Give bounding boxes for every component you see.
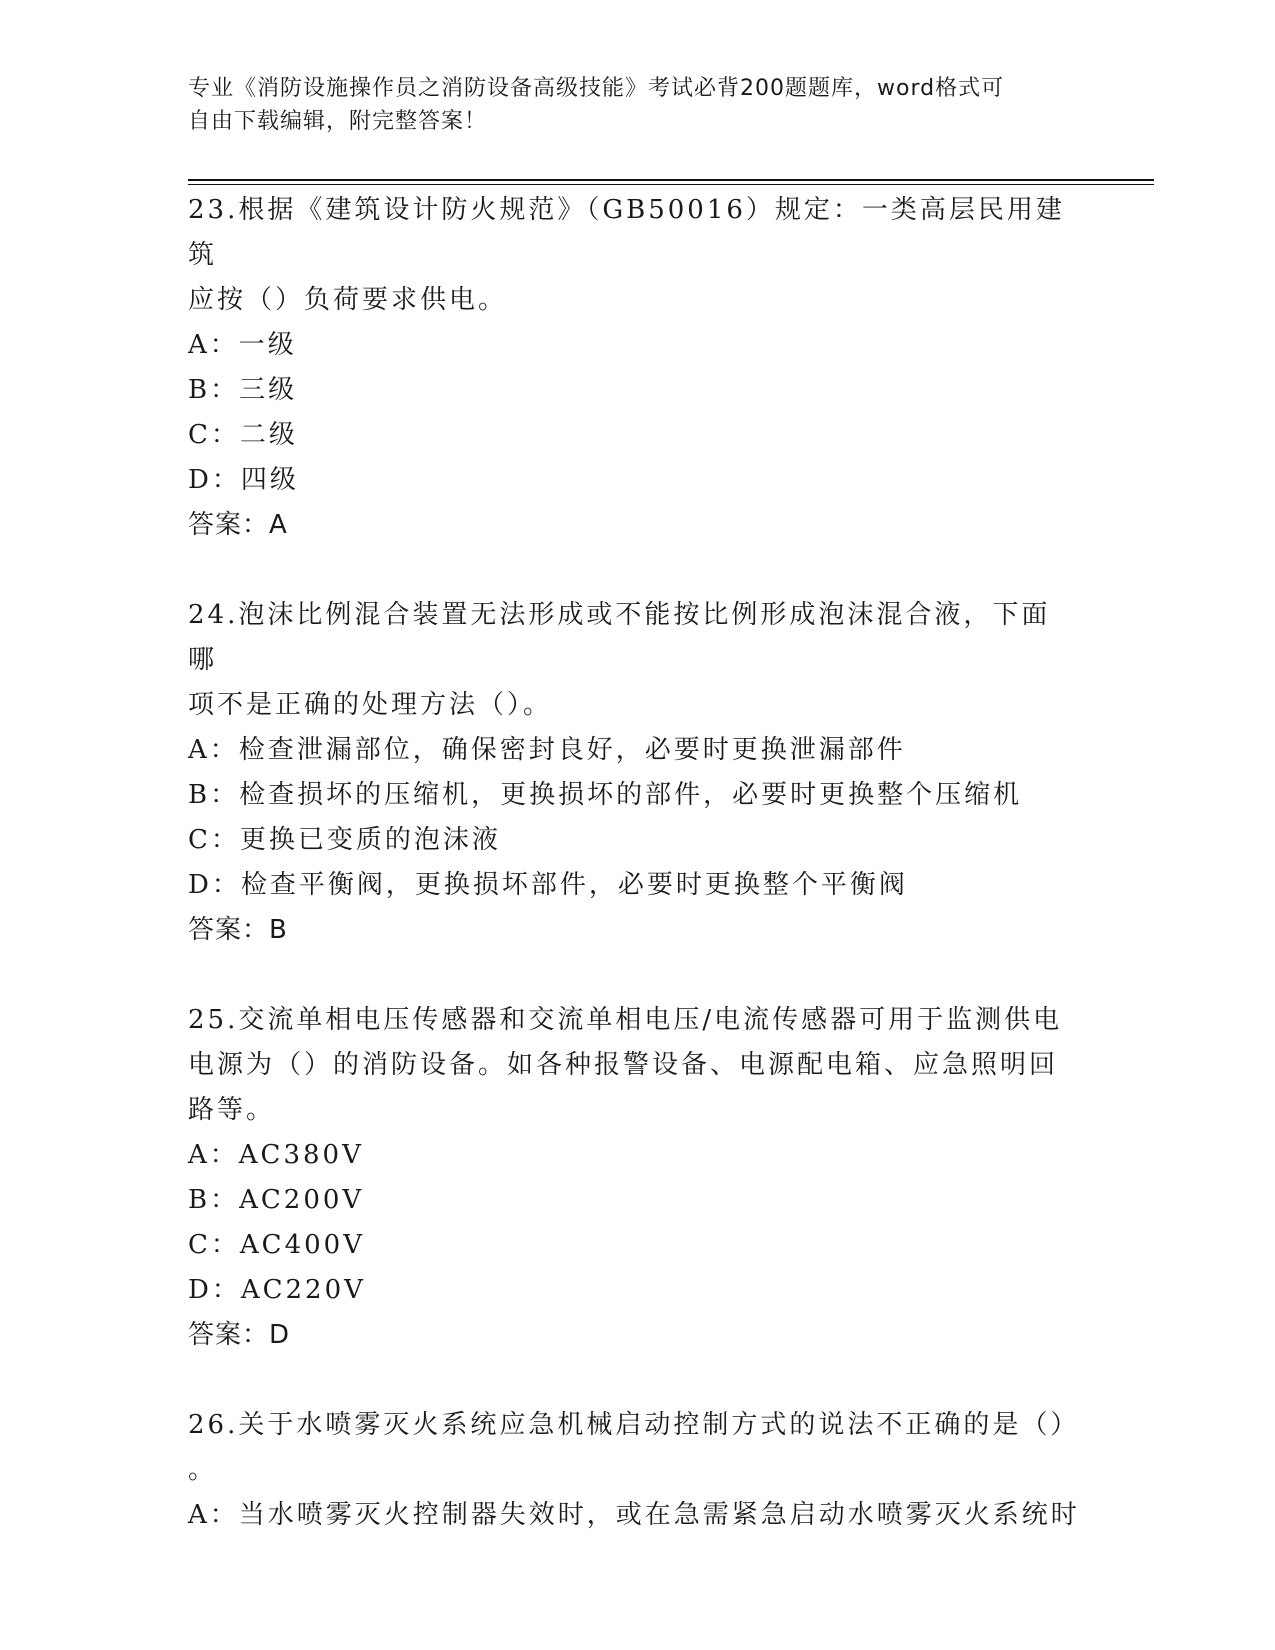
option-b: B：AC200V — [188, 1185, 365, 1215]
option-a: A：AC380V — [188, 1140, 364, 1170]
header-line-2: 自由下载编辑，附完整答案！ — [188, 109, 488, 134]
question-25 — [188, 998, 1088, 1358]
question-stem — [188, 998, 1078, 1133]
option-b: B：三级 — [188, 375, 298, 405]
answer-line: 答案：D — [188, 1320, 291, 1350]
question-26 — [188, 1403, 1088, 1538]
option-d: D：AC220V — [188, 1275, 366, 1305]
stem-line: 。 — [188, 1455, 218, 1485]
option-a: A：检查泄漏部位，确保密封良好，必要时更换泄漏部件 — [188, 735, 906, 765]
question-23 — [188, 188, 1088, 548]
answer-line: 答案：B — [188, 915, 288, 945]
stem-line: 项不是正确的处理方法（）。 — [188, 690, 553, 720]
option-c: C：更换已变质的泡沫液 — [188, 825, 501, 855]
option-c: C：二级 — [188, 420, 298, 450]
answer-line: 答案：A — [188, 510, 288, 540]
header-divider-thin — [188, 184, 1154, 185]
question-stem — [188, 1403, 1078, 1493]
option-b: B：检查损坏的压缩机，更换损坏的部件，必要时更换整个压缩机 — [188, 780, 1023, 810]
stem-line: 24.泡沫比例混合装置无法形成或不能按比例形成泡沫混合液，下面哪 — [188, 600, 1051, 675]
stem-line: 23.根据《建筑设计防火规范》（GB50016）规定：一类高层民用建筑 — [188, 195, 1065, 270]
header-divider-thick — [188, 179, 1154, 181]
stem-line: 路等。 — [188, 1095, 276, 1125]
question-stem — [188, 188, 1078, 323]
stem-line: 25.交流单相电压传感器和交流单相电压/电流传感器可用于监测供电 — [188, 1005, 1063, 1035]
question-24 — [188, 593, 1088, 953]
option-d: D：四级 — [188, 465, 299, 495]
option-a: A：当水喷雾灭火控制器失效时，或在急需紧急启动水喷雾灭火系统时 — [188, 1500, 1080, 1530]
header-line-1: 专业《消防设施操作员之消防设备高级技能》考试必背200题题库，word格式可 — [188, 76, 1005, 101]
option-d: D：检查平衡阀，更换损坏部件，必要时更换整个平衡阀 — [188, 870, 908, 900]
stem-line: 应按（）负荷要求供电。 — [188, 285, 508, 315]
document-header — [188, 72, 1068, 138]
option-c: C：AC400V — [188, 1230, 365, 1260]
option-a: A：一级 — [188, 330, 297, 360]
stem-line: 26.关于水喷雾灭火系统应急机械启动控制方式的说法不正确的是（） — [188, 1410, 1080, 1440]
question-stem — [188, 593, 1078, 728]
question-list — [188, 188, 1088, 1538]
stem-line: 电源为（）的消防设备。如各种报警设备、电源配电箱、应急照明回 — [188, 1050, 1059, 1080]
